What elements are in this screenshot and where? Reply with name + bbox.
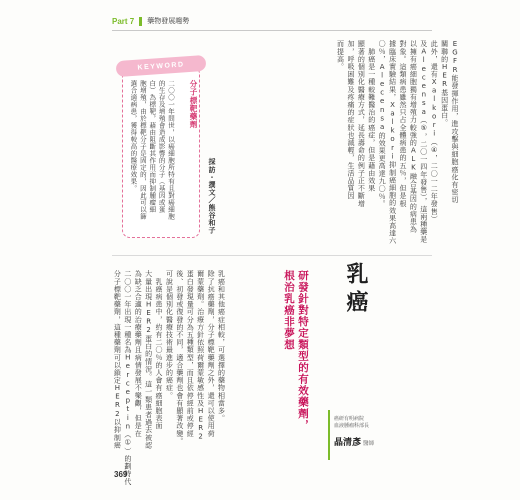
- paragraph-line: 大量出現HER2蛋白的情況。這一類患者過去被認: [144, 270, 153, 449]
- header-rule: [112, 30, 432, 31]
- keyword-line: 二〇〇一年問世，以癌細胞所特有且對癌細胞: [167, 80, 176, 220]
- section-divider: [112, 255, 432, 256]
- paragraph-line: 乳癌病患中，約有二〇％的人會有癌細胞表面: [155, 270, 164, 430]
- section-headline: [282, 270, 310, 431]
- keyword-line: 選合適病患，獲得較高的醫療效果。: [129, 80, 138, 192]
- doctor-hospital: 癌研有明病院: [334, 416, 365, 422]
- paragraph-line: 對象。這類病患雖然只占全體病患的五％，但是根: [398, 40, 407, 208]
- paragraph-line: 關聯的HER基因蛋白。: [440, 40, 449, 127]
- section-title: 乳癌: [343, 262, 368, 318]
- doctor-credit: [328, 410, 402, 460]
- paragraph-line: 加，呼吸困難及疼痛的症狀也減輕，生活品質因: [346, 40, 355, 200]
- paragraph-line: 為缺乏合適的治療藥劑且病情發展不樂觀，但是在: [134, 270, 143, 438]
- doctor-name: 晶清彥: [334, 438, 362, 448]
- paragraph-line: 以擁有癌細胞獨有增殖力較強的ALK融合基因的病患為: [409, 40, 418, 233]
- chapter-header: [112, 16, 189, 26]
- lung-cancer-body-text: [335, 40, 460, 245]
- paragraph-line: 蛋白發現量可分為五種類型，而且依停經前或停經: [186, 270, 195, 438]
- paragraph-line: 除了抗癌藥劑，分子標靶藥劑之外，還可以使用荷: [207, 270, 216, 438]
- header-divider-bar: [139, 17, 142, 26]
- paragraph-line: 顯著的個別化醫療方式，延長壽命的例子正不斷增: [357, 40, 366, 208]
- keyword-line: 胞增殖，由於標靶分子是固定的，因此可以篩: [138, 80, 147, 220]
- chapter-title: 藥物發展趨勢: [147, 17, 190, 25]
- headline-line: 根治乳癌非夢想: [283, 270, 295, 351]
- paragraph-line: 而提高。: [336, 40, 345, 71]
- byline: 採訪・撰文／熊谷和子: [208, 158, 216, 234]
- keyword-heading: 分子標靶藥劑: [189, 80, 198, 129]
- paragraph-line: 二〇〇一年出現一種名為Herceptin（①）的劃時代: [123, 270, 132, 486]
- keyword-line: 的生存及增殖會造成影響的分子（基因或蛋: [157, 80, 166, 213]
- paragraph-line: 〇％，Alecensa的效果更高達九〇％。: [378, 40, 387, 208]
- headline-line: 研發針對特定類型的有效藥劑，: [297, 270, 309, 431]
- paragraph-line: 及Alecensa（⑤，二〇一四年發售），這兩種藥是: [419, 40, 428, 244]
- paragraph-line: 此外，還有Xalkori（④，二〇一二年發售）: [430, 40, 439, 223]
- paragraph-line: EGFR能發揮作用，進攻擊與細胞癌化有密切: [451, 40, 459, 204]
- paragraph-line: 分子標靶藥劑，這種藥劑可以鎖定HER2以抑制癌: [113, 270, 122, 449]
- paragraph-line: 據臨床實驗結果，Xalkori抑制癌細胞的效果高達六: [388, 40, 397, 245]
- paragraph-line: 後、初發或復發的不同，適合藥劑也會有顯著改變。: [175, 270, 184, 445]
- paragraph-line: 爾蒙藥劑。治療方針依照荷爾蒙敏感性及HER2: [196, 270, 205, 442]
- doctor-role: 醫師: [363, 441, 375, 447]
- paragraph-line: 可說是個別化醫療技術最進步的癌症。: [165, 270, 174, 400]
- doctor-department: 血液腫瘤科部長: [334, 423, 370, 429]
- part-label: Part 7: [112, 16, 135, 26]
- page-number: 369: [114, 470, 128, 479]
- paragraph-line: 肺癌是一種較難醫治的癌症，但是藉由效果: [367, 40, 376, 192]
- paragraph-line: 乳癌和其他癌症相較，可選擇的藥物相當多。: [217, 270, 226, 422]
- keyword-body: [128, 80, 175, 230]
- keyword-line: 白）為標靶，藉由阻斷其作用而抑制腫瘤細: [148, 80, 157, 213]
- keyword-tab-label: KEYWORD: [137, 60, 185, 72]
